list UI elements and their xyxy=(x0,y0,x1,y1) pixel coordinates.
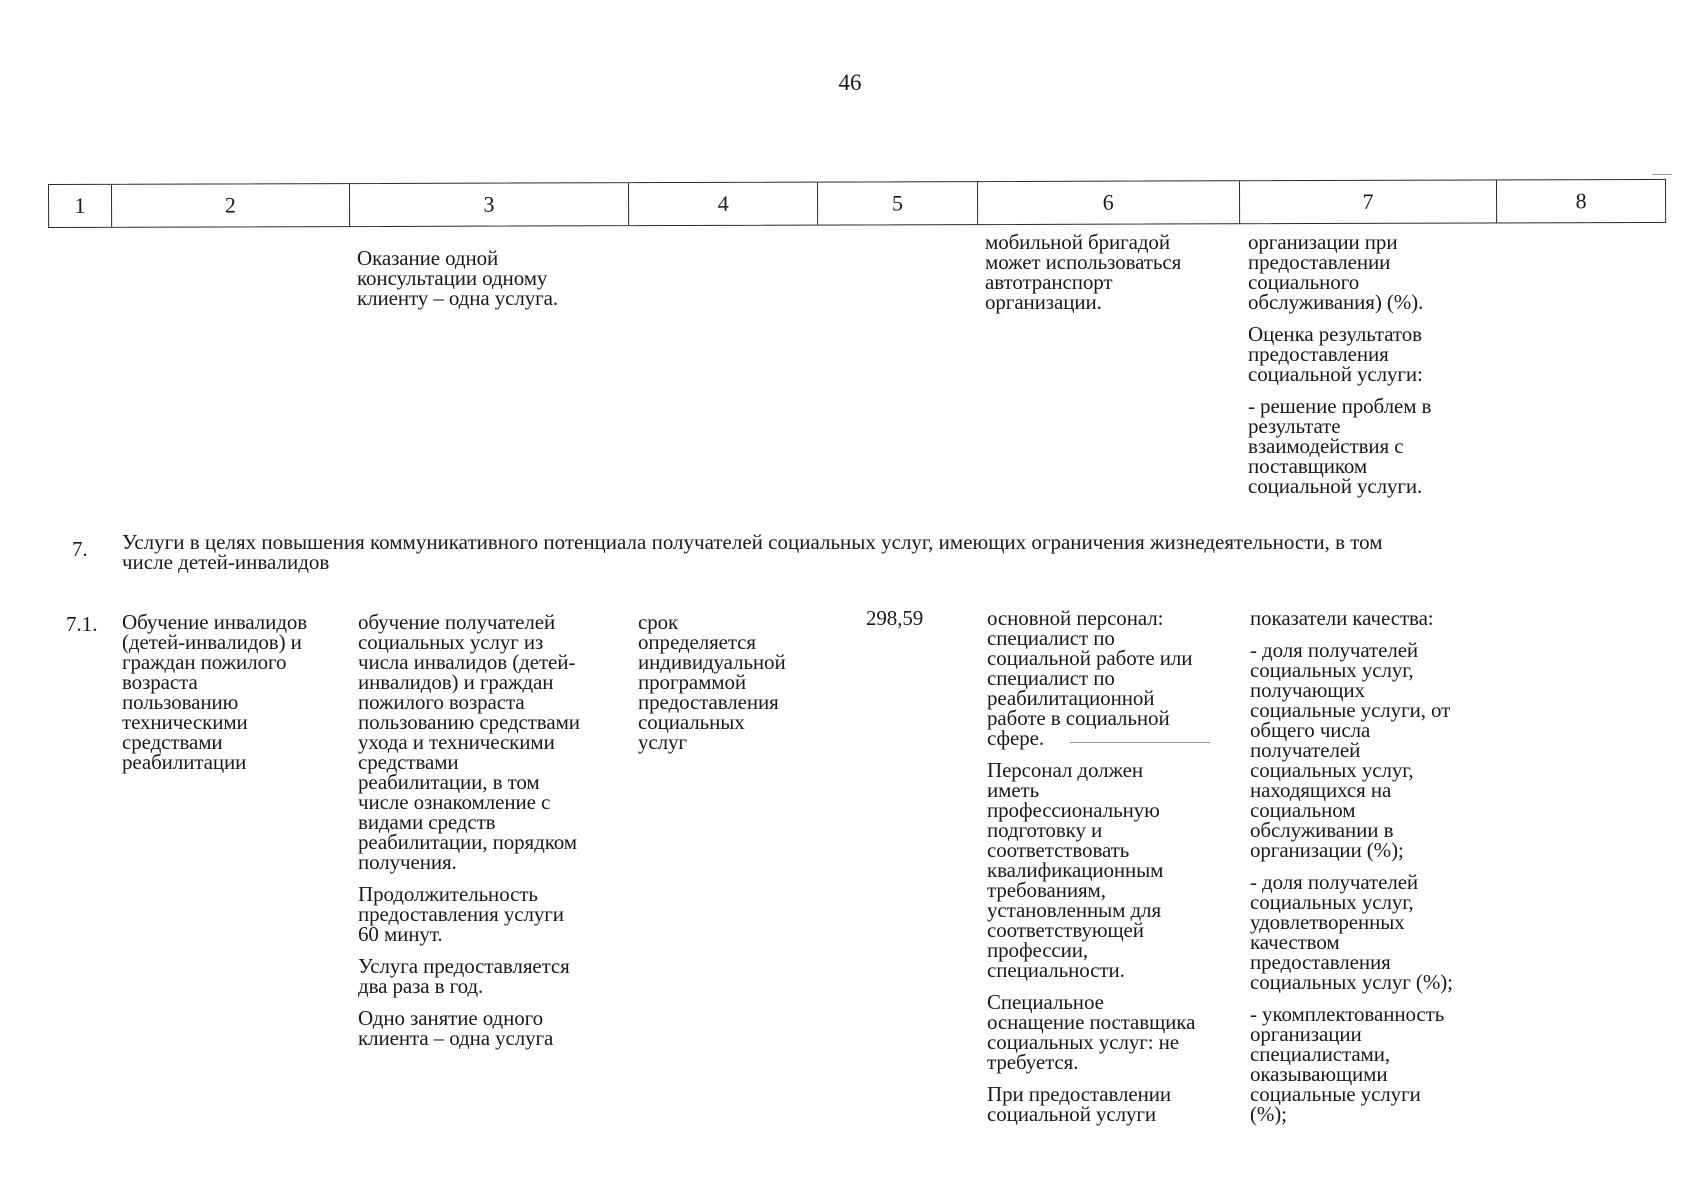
header-col-1: 1 xyxy=(49,185,112,227)
row-col7-para-4: - укомплектованность организации специалистами, оказывающими социальные услуги (%); xyxy=(1250,1002,1445,1126)
header-col-2: 2 xyxy=(112,184,350,227)
row-col3-para-4: Одно занятие одного клиента – одна услуга xyxy=(358,1006,554,1050)
row-col6-para-3: Специальное оснащение поставщика социальных услуг: не требуется. xyxy=(987,990,1196,1074)
row-col6-para-4: При предоставлении социальной услуги xyxy=(987,1082,1172,1126)
table-header-row xyxy=(48,179,1666,228)
row-col6 xyxy=(987,608,1249,1136)
page-number: 46 xyxy=(838,70,862,95)
row-number: 7.1. xyxy=(66,612,98,636)
row-col3-para-2: Продолжительность предоставления услуги 60 минут. xyxy=(358,882,564,946)
row-col7-para-1: показатели качества: xyxy=(1250,606,1434,630)
continuation-col7-para-2: Оценка результатов предоставления социальной услуги: xyxy=(1248,322,1423,386)
row-col3 xyxy=(358,612,630,1060)
scan-mark-edge xyxy=(1652,174,1672,175)
row-col4-text: срок определяется индивидуальной программой предоставления социальных услуг xyxy=(638,610,786,754)
row-col2-text: Обучение инвалидов (детей-инвалидов) и граждан пожилого возраста пользованию техническими средствами реабилитации xyxy=(122,610,308,774)
row-col3-para-3: Услуга предоставляется два раза в год. xyxy=(358,954,570,998)
continuation-col3-text: Оказание одной консультации одному клиенту – одна услуга. xyxy=(357,246,559,310)
continuation-col7-para-3: - решение проблем в результате взаимодействия с поставщиком социальной услуги. xyxy=(1248,394,1432,498)
row-col4 xyxy=(638,612,818,764)
section-number: 7. xyxy=(72,537,88,561)
scan-mark-line xyxy=(1070,742,1210,743)
continuation-col7 xyxy=(1248,232,1508,508)
row-col6-para-2: Персонал должен иметь профессиональную подготовку и соответствовать квалификационным требованиям, установленным для соответствующей профессии, специальности. xyxy=(987,758,1164,982)
row-col7 xyxy=(1250,608,1512,1136)
header-col-5: 5 xyxy=(818,182,978,225)
continuation-col3 xyxy=(357,248,627,320)
continuation-col6-text: мобильной бригадой может использоваться автотранспорт организации. xyxy=(985,230,1182,314)
row-col2 xyxy=(122,612,347,784)
header-col-3: 3 xyxy=(350,183,630,226)
section-title: Услуги в целях повышения коммуникативного потенциала получателей социальных услуг, имеющих ограничения жизнедеятельности, в том числе детей-инвалидов xyxy=(122,530,1383,574)
header-col-4: 4 xyxy=(629,183,818,226)
row-col5-price: 298,59 xyxy=(866,606,924,630)
header-col-7: 7 xyxy=(1240,180,1498,223)
header-col-6: 6 xyxy=(978,181,1240,224)
row-col3-para-1: обучение получателей социальных услуг из числа инвалидов (детей- инвалидов) и граждан пожилого возраста пользованию средствами ухода и техническими средствами реабилитации, в том числе ознакомление с видами средств реабилитации, порядком получения. xyxy=(358,610,580,874)
row-col6-para-1: основной персонал: специалист по социальной работе или специалист по реабилитационной работе в социальной сфере. xyxy=(987,606,1193,750)
row-col5 xyxy=(866,608,976,640)
row-col7-para-3: - доля получателей социальных услуг, удовлетворенных качеством предоставления социальных услуг (%); xyxy=(1250,870,1453,994)
continuation-col6 xyxy=(985,232,1247,324)
continuation-col7-para-1: организации при предоставлении социального обслуживания) (%). xyxy=(1248,230,1424,314)
row-col7-para-2: - доля получателей социальных услуг, получающих социальные услуги, от общего числа получателей социальных услуг, находящихся на социальном обслуживании в организации (%); xyxy=(1250,638,1451,862)
header-col-8: 8 xyxy=(1575,188,1587,214)
